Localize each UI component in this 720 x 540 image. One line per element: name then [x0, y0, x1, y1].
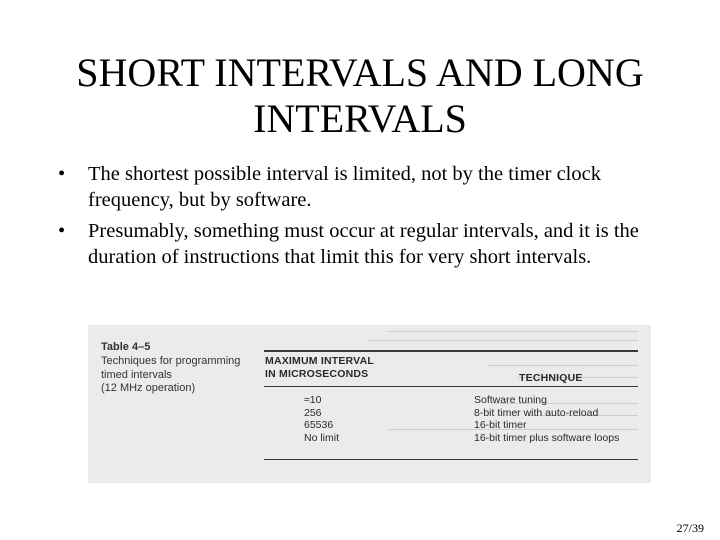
table-bottom-rule	[264, 459, 638, 460]
column-header-interval: MAXIMUM INTERVAL IN MICROSECONDS	[265, 355, 374, 380]
bullet-list	[58, 162, 673, 276]
caption-line: Techniques for programming	[101, 355, 241, 367]
table-cell-technique: Software tuning	[474, 394, 547, 406]
bullet-icon: •	[58, 220, 66, 242]
table-cell-technique: 16-bit timer plus software loops	[474, 431, 620, 444]
table-caption	[101, 355, 261, 396]
table-label: Table 4–5	[101, 341, 151, 353]
bullet-text: Presumably, something must occur at regular intervals, and it is the duration of instructions that limit this for very short intervals.	[88, 220, 639, 268]
table-cell-technique: 8-bit timer with auto-reload	[474, 406, 599, 419]
scanned-table-image	[88, 325, 651, 483]
title-line-1: SHORT INTERVALS AND LONG	[76, 50, 644, 95]
table-cell-interval: ≈10	[304, 394, 322, 406]
table-cell-interval: 256	[304, 406, 322, 419]
table-header-rule	[264, 386, 638, 387]
table-cell-interval: 65536	[304, 419, 334, 431]
page-number: 27/39	[676, 521, 704, 535]
caption-line: timed intervals	[101, 368, 172, 381]
title-line-2: INTERVALS	[253, 96, 467, 141]
table-cell-interval: No limit	[304, 431, 340, 444]
caption-line: (12 MHz operation)	[101, 382, 196, 394]
table-top-rule	[264, 350, 638, 352]
column-header-technique: TECHNIQUE	[519, 372, 583, 384]
interval-column	[304, 394, 339, 444]
bullet-icon: •	[58, 163, 66, 185]
bullet-text: The shortest possible interval is limited, not by the timer clock frequency, but by software.	[88, 163, 601, 211]
slide-title	[40, 50, 680, 142]
technique-column	[474, 394, 619, 444]
bullet-item	[58, 219, 673, 270]
table-cell-technique: 16-bit timer	[474, 419, 527, 431]
bullet-item	[58, 162, 673, 213]
